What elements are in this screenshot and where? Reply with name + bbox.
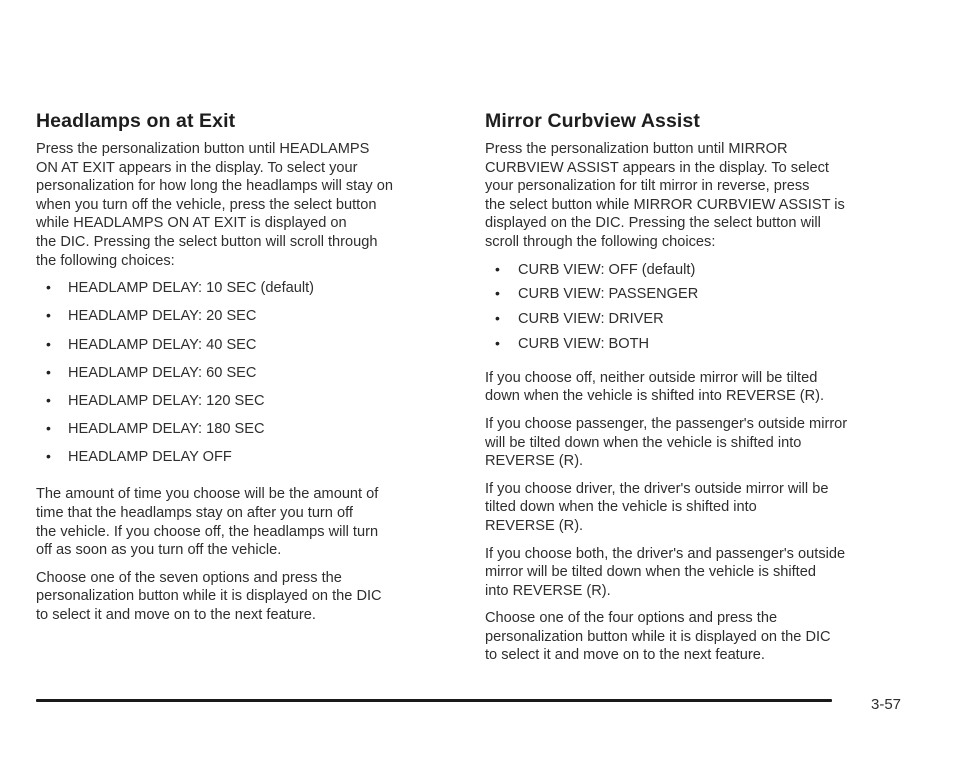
option-list — [36, 279, 446, 476]
section-heading: Mirror Curbview Assist — [485, 110, 700, 132]
duration-paragraph: The amount of time you choose will be the amount of time that the headlamps stay on after you turn off the vehicle. If you choose off, the headlamps will turn off as soon as you turn off the vehicle. — [36, 486, 379, 559]
option-text: CURB VIEW: BOTH — [518, 335, 650, 352]
option-text: HEADLAMP DELAY OFF — [68, 449, 232, 466]
list-item — [36, 336, 446, 364]
off-paragraph: If you choose off, neither outside mirror will be tilted down when the vehicle is shifted into REVERSE (R). — [485, 369, 825, 405]
headlamps-section — [36, 110, 446, 634]
list-item — [36, 392, 446, 420]
list-item — [485, 261, 910, 286]
list-item — [485, 310, 910, 335]
bullet-icon: • — [46, 279, 51, 296]
passenger-paragraph: If you choose passenger, the passenger's outside mirror will be tilted down when the vehicle is shifted into REVERSE (R). — [485, 415, 848, 470]
option-text: HEADLAMP DELAY: 180 SEC — [68, 421, 265, 438]
bullet-icon: • — [46, 363, 51, 380]
footer-rule — [36, 699, 832, 702]
option-text: HEADLAMP DELAY: 60 SEC — [68, 364, 257, 381]
list-item — [36, 448, 446, 476]
option-list — [485, 261, 910, 360]
bullet-icon: • — [495, 334, 500, 351]
intro-paragraph: Press the personalization button until MIRROR CURBVIEW ASSIST appears in the display. To select your personalization for tilt mirror in reverse, press the select button while MIRROR CURBVIEW ASSIST is displayed on the DIC. Pressing the select button will scroll through the following choices: — [485, 141, 845, 250]
list-item — [485, 285, 910, 310]
bullet-icon: • — [495, 310, 500, 327]
list-item — [36, 364, 446, 392]
section-heading: Headlamps on at Exit — [36, 110, 236, 132]
bullet-icon: • — [46, 307, 51, 324]
page-number: 3-57 — [871, 696, 902, 713]
list-item — [36, 307, 446, 335]
option-text: HEADLAMP DELAY: 20 SEC — [68, 308, 257, 325]
mirror-section — [485, 110, 910, 674]
option-text: CURB VIEW: PASSENGER — [518, 286, 699, 303]
bullet-icon: • — [46, 391, 51, 408]
bullet-icon: • — [46, 420, 51, 437]
closing-paragraph: Choose one of the seven options and press the personalization button while it is displayed on the DIC to select it and move on to the next feature. — [36, 569, 382, 624]
option-text: HEADLAMP DELAY: 10 SEC (default) — [68, 280, 315, 297]
driver-paragraph: If you choose driver, the driver's outside mirror will be tilted down when the vehicle is shifted into REVERSE (R). — [485, 480, 829, 534]
closing-paragraph: Choose one of the four options and press the personalization button while it is displayed on the DIC to select it and move on to the next feature. — [485, 610, 831, 664]
list-item — [36, 420, 446, 448]
option-text: CURB VIEW: OFF (default) — [518, 261, 696, 278]
option-text: HEADLAMP DELAY: 40 SEC — [68, 336, 257, 353]
option-text: HEADLAMP DELAY: 120 SEC — [68, 392, 265, 409]
bullet-icon: • — [46, 448, 51, 465]
both-paragraph: If you choose both, the driver's and passenger's outside mirror will be tilted down when the vehicle is shifted into REVERSE (R). — [485, 545, 846, 599]
bullet-icon: • — [495, 285, 500, 302]
bullet-icon: • — [46, 335, 51, 352]
list-item — [485, 335, 910, 360]
option-text: CURB VIEW: DRIVER — [518, 311, 664, 328]
list-item — [36, 279, 446, 307]
bullet-icon: • — [495, 260, 500, 277]
intro-paragraph: Press the personalization button until HEADLAMPS ON AT EXIT appears in the display. To select your personalization for how long the headlamps will stay on when you turn off the vehicle, press the select button while HEADLAMPS ON AT EXIT is displayed on the DIC. Pressing the select button will scroll through the following choices: — [36, 141, 393, 269]
